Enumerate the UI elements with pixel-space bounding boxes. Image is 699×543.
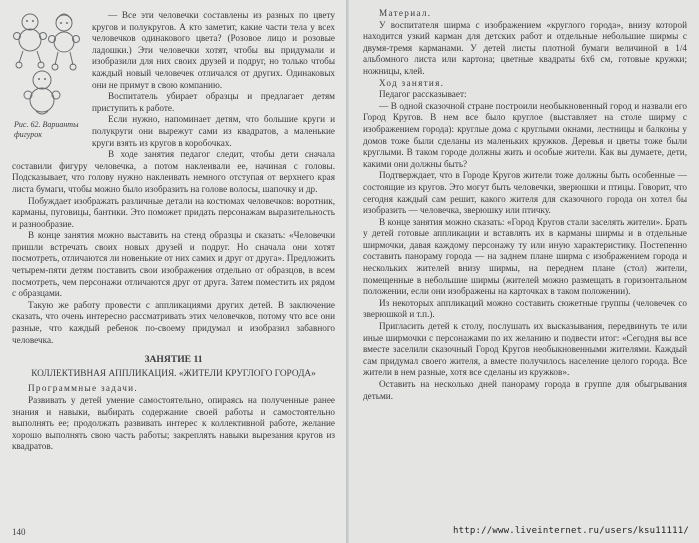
paragraph: В конце занятия можно сказать: «Город Кругов стали заселять жители». Брать у детей готовые аппликации и вставлять их в карманы ширмы и в отдельные ширмочки, давая каждому персонажу ту или иную характеристику. Постепенно составить панораму города — на заднем плане ширма с изображением города и нескольких жителей внизу ширмы, на переднем плане (стол) жители, помещенные в небольшие ширмы (жителей можно размещать в горизонтальном положении, если они изображены на карточках в таком положении). [363,216,687,297]
paragraph: В ходе занятия педагог следит, чтобы дети сначала составили фигуру человечка, а потом наклеивали ее, начиная с головы. Подсказывает, что голову нужно наклеивать немного отступая от верхнего края листа бумаги, чтобы можно было изобразить на голове волосы, шапочку и др. [12,149,335,194]
watermark-url: http://www.liveinternet.ru/users/ksu11111/ [453,526,689,537]
paragraph: Подтверждает, что в Городе Кругов жители тоже должны быть особенные — состоящие из кругов. Это могут быть человечки, зверюшки и птицы. Говорит, что сегодня каждый сам решит, какого жителя для сказочного города он хотел бы изобразить — человечка, зверюшку или птичку. [363,170,687,216]
left-page [0,0,347,543]
material-heading: Материал. [379,8,432,18]
lesson-heading: ЗАНЯТИЕ 11 [144,354,203,366]
paragraph: Педагог рассказывает: [379,89,467,100]
circle-figures-illustration [12,10,84,118]
paragraph: В конце занятия можно выставить на стенд образцы и сказать: «Человечки пришли встречать своих новых друзей и подруг. Но сначала они хотят посмотреть, отличаются ли новенькие от них самих и друг от друга». Предложить четырем-пяти детям поставить свои изображения отдельно от образцов, в всем посмотреть, чем персонажи отличаются друг от друга. Затем поместить их рядом с образцами. [12,230,335,299]
paragraph: — В одной сказочной стране построили необыкновенный город и назвали его Город Кругов. В нем все было круглое (выставляет на столе ширму с изображением города): круглые дома с круглыми окнами, лестницы и балконы у домов тоже были сделаны из маленьких кружков. Деревья и цветы тоже были круглыми. В таком городе должны жить и особые жители. Как вы думаете, дети, какими они должны быть? [363,100,687,169]
paragraph: Если нужно, напоминает детям, что большие круги и полукруги они вырежут сами из квадратов, а маленькие круги взять из кругов в коробочках. [92,114,335,148]
lesson-subheading: КОЛЛЕКТИВНАЯ АППЛИКАЦИЯ. «ЖИТЕЛИ КРУГЛОГО ГОРОДА» [31,368,316,379]
program-heading: Программные задачи. [28,383,138,394]
figure-caption: Рис. 62. Варианты фигурок [14,120,79,139]
program-text: Развивать у детей умение самостоятельно, опираясь на полученные ранее знания и навыки, выбирать содержание своей работы и самостоятельно выполнять ее; продолжать развивать интерес к коллективной работе, желание хорошо выполнять свою часть работы; закреплять навыки вырезания кругов из квадратов. [12,395,335,452]
paragraph: — Все эти человечки составлены из разных по цвету кругов и полукругов. А кто заметит, какие части тела у всех человечков одинакового цвета? (Розовое лицо и розовые ладошки.) Эти человечки хотят, чтобы вы придумали и изобразили для них своих друзей и подруг, но только чтобы каждый новый человечек отличался от других. Одинаковых они не примут в свою компанию. [92,10,335,90]
material-text: У воспитателя ширма с изображением «круглого города», внизу которой находится узкий карман для детских работ и отдельные небольшие ширмы с двумя-тремя карманами. У детей листы плотной бумаги величиной в 1/4 альбомного листа или картона; цветные квадраты 6х6 см, готовые кружки; ножницы, клей. [363,19,687,76]
course-heading: Ход занятия. [379,77,445,88]
figure-62 [12,10,84,148]
paragraph: Пригласить детей к столу, послушать их высказывания, передвинуть те или иные ширмочки с персонажами по их желанию и подвести итог: «Сегодня вы все вместе заселили сказочный Город Кругов необыкновенными жителями. Каждый сам придумал своего жителя, а вместе получилось население целого города. Все жители в нем разные, хотя все сделаны из кружков». [363,321,687,378]
paragraph: Воспитатель убирает образцы и предлагает детям приступить к работе. [92,91,335,113]
paragraph: Побуждает изображать различные детали на костюмах человечков: воротник, карманы, пуговицы, бантики. Это поможет придать персонажам выразительность и разнообразие. [12,195,335,229]
page-number: 140 [12,527,26,538]
right-page [349,0,699,543]
paragraph: Такую же работу провести с аппликациями других детей. В заключение сказать, что очень интересно рассматривать этих человечков, потому что все они разные, что каждый ребенок по-своему придумал и изобразил забавного человечка. [12,299,335,345]
paragraph: Из некоторых аппликаций можно составить сюжетные группы (человечек со зверюшкой и т.п.). [363,297,687,320]
paragraph: Оставить на несколько дней панораму города в группе для обыгрывания детьми. [363,379,687,401]
